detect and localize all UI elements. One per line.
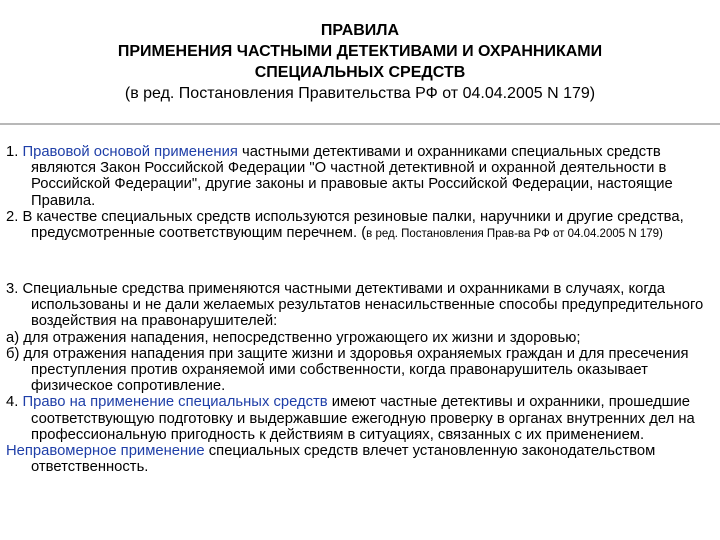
section-block-1 bbox=[6, 144, 714, 242]
paragraph-4-number: 4. bbox=[6, 394, 23, 411]
paragraph-3a: а) для отражения нападения, непосредственно угрожающего их жизни и здоровью; bbox=[6, 329, 581, 346]
paragraph-2-amendment: в ред. Постановления Прав-ва РФ от 04.04.2005 N 179) bbox=[366, 228, 663, 241]
paragraph-3: 3. Специальные средства применяются частными детективами и охранниками в случаях, когда использованы и не дали желаемых результатов ненасильственные способы предупредительного воздействия на правонарушителей: bbox=[6, 281, 704, 330]
paragraph-5-text: специальных средств влечет установленную законодательством ответственность. bbox=[31, 443, 656, 476]
document-header bbox=[0, 20, 720, 104]
section-block-2 bbox=[6, 281, 714, 475]
paragraph-4 bbox=[6, 394, 714, 443]
paragraph-5 bbox=[6, 443, 714, 475]
right-to-use-link[interactable]: Право на применение специальных средств bbox=[22, 394, 328, 411]
header-divider bbox=[0, 123, 720, 125]
title-line-2: ПРИМЕНЕНИЯ ЧАСТНЫМИ ДЕТЕКТИВАМИ И ОХРАННИКАМИ bbox=[117, 43, 603, 60]
paragraph-1-number: 1. bbox=[6, 144, 23, 160]
legal-basis-link[interactable]: Правовой основой применения bbox=[22, 144, 238, 160]
paragraph-1-text: частными детективами и охранниками специальных средств являются Закон Российской Федерации "О частной детективной и охранной деятельности в Российской Федерации", другие законы и правовые акты Российской Федерации, настоящие Правила. bbox=[31, 144, 673, 209]
amendment-note: (в ред. Постановления Правительства РФ от 04.04.2005 N 179) bbox=[124, 85, 596, 102]
paragraph-3b: б) для отражения нападения при защите жизни и здоровья охраняемых граждан и для пресечения преступления против охраняемой ими собственности, когда правонарушитель оказывает физическое сопротивление. bbox=[6, 345, 689, 395]
title-line-1: ПРАВИЛА bbox=[320, 22, 400, 39]
paragraph-2 bbox=[6, 209, 714, 242]
unlawful-use-link[interactable]: Неправомерное применение bbox=[6, 443, 205, 460]
title-line-3: СПЕЦИАЛЬНЫХ СРЕДСТВ bbox=[254, 64, 466, 81]
paragraph-2-text: 2. В качестве специальных средств используются резиновые палки, наручники и другие средства, предусмотренные соответствующим перечнем. ( bbox=[6, 208, 684, 242]
paragraph-1 bbox=[6, 144, 714, 209]
paragraph-4-text: имеют частные детективы и охранники, прошедшие соответствующую подготовку и выдержавшие ежегодную проверку в органах внутренних дел на профессиональную пригодность к действиям в ситуациях, связанных с их применением. bbox=[31, 394, 695, 443]
